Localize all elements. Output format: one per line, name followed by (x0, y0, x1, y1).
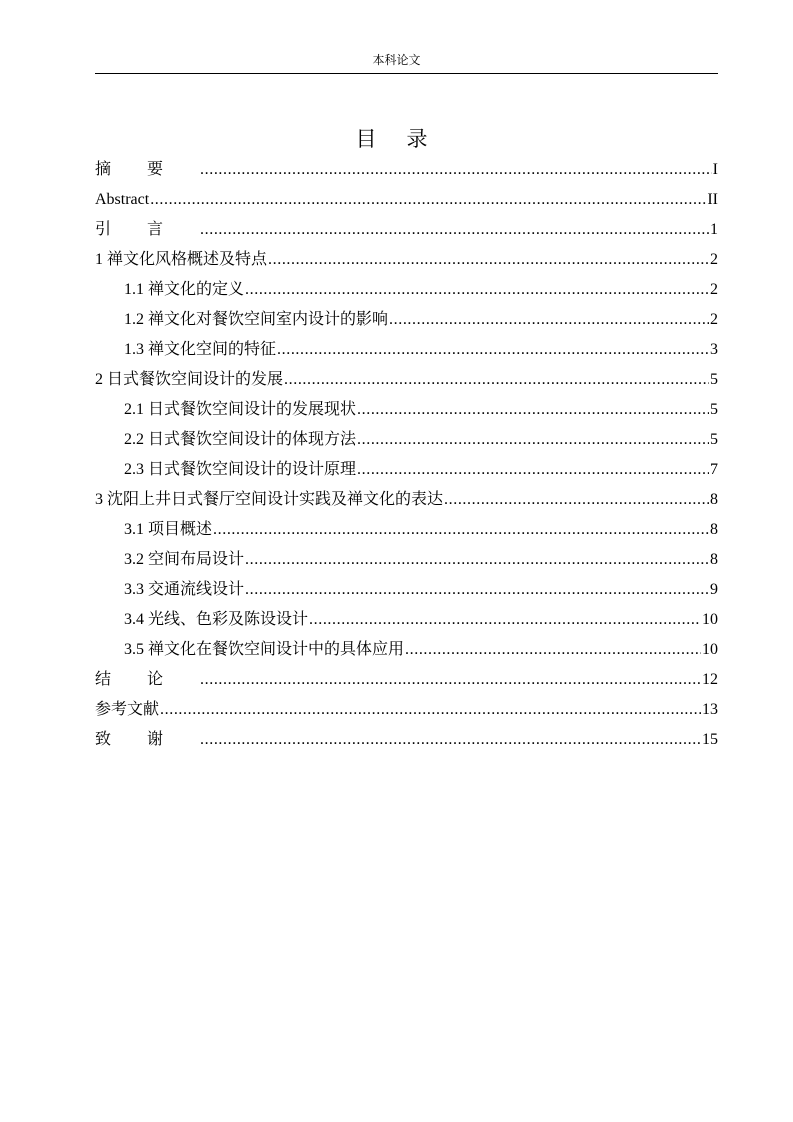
toc-entry-label: 结论 (95, 671, 200, 688)
toc-entry-page: 12 (702, 671, 718, 688)
toc-entry-section-2-3[interactable] (95, 455, 718, 485)
toc-entry-page: 9 (710, 581, 718, 598)
dot-leader (245, 275, 709, 305)
toc-entry-conclusion[interactable] (95, 665, 718, 695)
toc-entry-page: 10 (702, 641, 718, 658)
dot-leader (277, 335, 709, 365)
dot-leader (309, 605, 701, 635)
toc-entry-label: 2.1 日式餐饮空间设计的发展现状 (124, 401, 357, 418)
dot-leader (245, 575, 709, 605)
toc-title: 目录 (355, 127, 458, 151)
toc-entry-page: 13 (702, 701, 718, 718)
toc-entry-page: 1 (710, 221, 718, 238)
toc-entry-page: 3 (710, 341, 718, 358)
toc-entry-section-1-3[interactable] (95, 335, 718, 365)
toc-entry-page: 2 (710, 311, 718, 328)
toc-entry-label: Abstract (95, 191, 150, 208)
dot-leader (150, 185, 706, 215)
toc-entry-label: 参考文献 (95, 701, 160, 718)
toc-entry-page: 7 (710, 461, 718, 478)
dot-leader (357, 395, 709, 425)
dot-leader (268, 245, 709, 275)
toc-entry-label: 致谢 (95, 731, 200, 748)
toc-entry-section-3-2[interactable] (95, 545, 718, 575)
toc-entry-label: 2 日式餐饮空间设计的发展 (95, 371, 284, 388)
toc-entry-label: 引言 (95, 221, 200, 238)
toc-entry-label: 1.2 禅文化对餐饮空间室内设计的影响 (124, 311, 389, 328)
toc-entry-page: 2 (710, 251, 718, 268)
toc-entry-chapter-2[interactable] (95, 365, 718, 395)
toc-entry-introduction[interactable] (95, 215, 718, 245)
table-of-contents (95, 155, 718, 755)
toc-entry-label: 1 禅文化风格概述及特点 (95, 251, 268, 268)
header-rule (95, 73, 718, 74)
toc-entry-acknowledgements[interactable] (95, 725, 718, 755)
toc-entry-label: 3.5 禅文化在餐饮空间设计中的具体应用 (124, 641, 405, 658)
toc-entry-label: 2.2 日式餐饮空间设计的体现方法 (124, 431, 357, 448)
dot-leader (200, 665, 701, 695)
toc-entry-page: 10 (702, 611, 718, 628)
dot-leader (444, 485, 709, 515)
toc-entry-label: 3.4 光线、色彩及陈设设计 (124, 611, 309, 628)
toc-entry-label: 1.1 禅文化的定义 (124, 281, 245, 298)
dot-leader (213, 515, 709, 545)
dot-leader (357, 455, 709, 485)
toc-entry-page: 8 (710, 521, 718, 538)
toc-entry-page: 5 (710, 371, 718, 388)
toc-entry-section-3-5[interactable] (95, 635, 718, 665)
toc-entry-section-3-1[interactable] (95, 515, 718, 545)
toc-entry-page: 8 (710, 491, 718, 508)
toc-entry-chapter-3[interactable] (95, 485, 718, 515)
toc-entry-label: 3.1 项目概述 (124, 521, 213, 538)
dot-leader (200, 155, 712, 185)
toc-entry-section-3-4[interactable] (95, 605, 718, 635)
toc-entry-label: 3.2 空间布局设计 (124, 551, 245, 568)
toc-entry-section-1-2[interactable] (95, 305, 718, 335)
toc-entry-abstract-cn[interactable] (95, 155, 718, 185)
toc-entry-section-2-2[interactable] (95, 425, 718, 455)
dot-leader (357, 425, 709, 455)
toc-entry-page: 2 (710, 281, 718, 298)
toc-entry-page: 5 (710, 401, 718, 418)
toc-entry-section-3-3[interactable] (95, 575, 718, 605)
toc-entry-page: II (707, 191, 718, 208)
toc-entry-abstract-en[interactable] (95, 185, 718, 215)
toc-entry-section-1-1[interactable] (95, 275, 718, 305)
toc-entry-references[interactable] (95, 695, 718, 725)
toc-entry-label: 1.3 禅文化空间的特征 (124, 341, 277, 358)
dot-leader (405, 635, 701, 665)
toc-entry-label: 3.3 交通流线设计 (124, 581, 245, 598)
toc-entry-label: 3 沈阳上井日式餐厅空间设计实践及禅文化的表达 (95, 491, 444, 508)
toc-entry-label: 2.3 日式餐饮空间设计的设计原理 (124, 461, 357, 478)
dot-leader (245, 545, 709, 575)
dot-leader (160, 695, 701, 725)
toc-entry-section-2-1[interactable] (95, 395, 718, 425)
dot-leader (200, 725, 701, 755)
dot-leader (284, 365, 709, 395)
toc-entry-page: 15 (702, 731, 718, 748)
dot-leader (389, 305, 709, 335)
toc-entry-page: I (712, 161, 718, 178)
toc-entry-chapter-1[interactable] (95, 245, 718, 275)
dot-leader (200, 215, 709, 245)
toc-entry-label: 摘要 (95, 161, 200, 178)
toc-entry-page: 8 (710, 551, 718, 568)
running-header: 本科论文 (372, 53, 421, 67)
toc-entry-page: 5 (710, 431, 718, 448)
